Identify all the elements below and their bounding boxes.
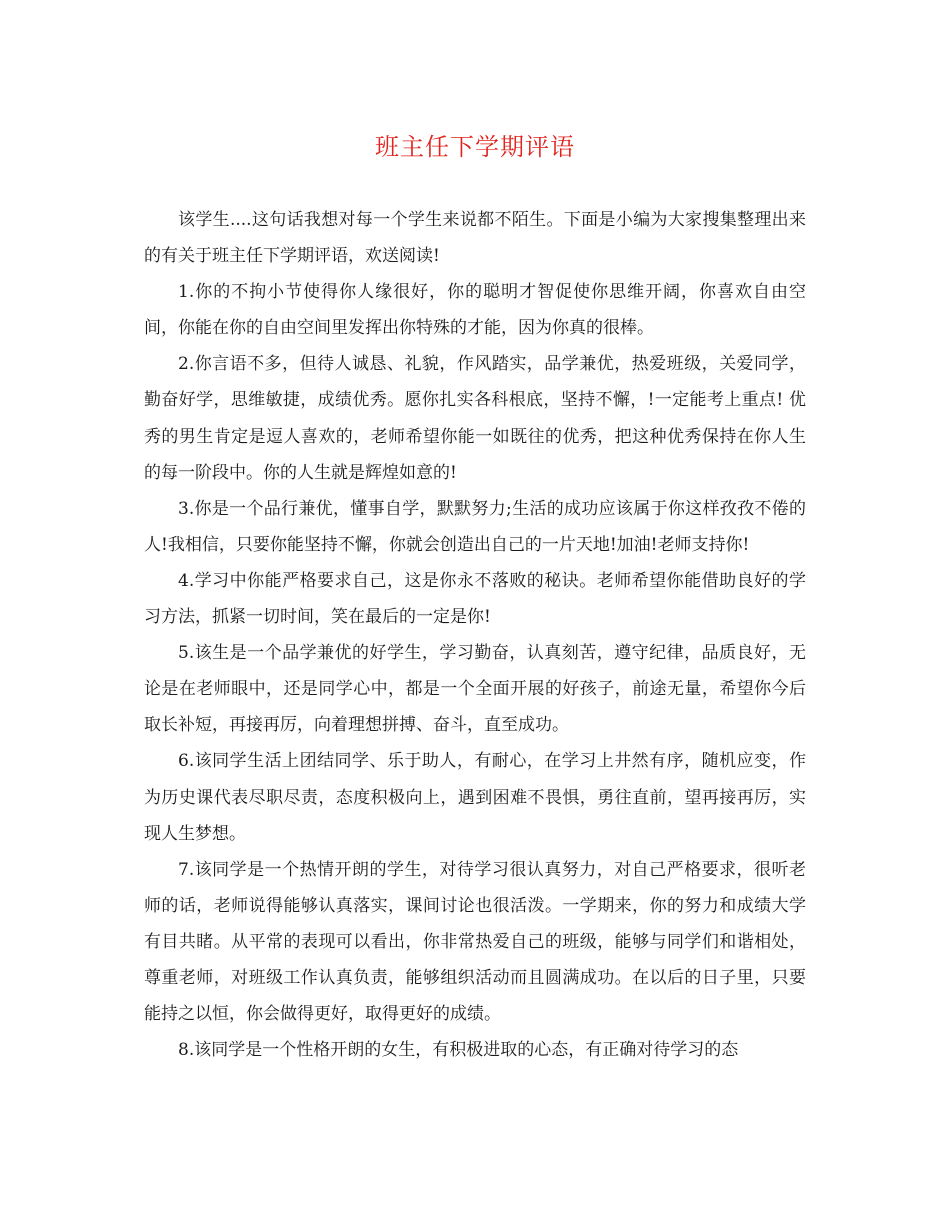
comment-paragraph-3: 3.你是一个品行兼优，懂事自学，默默努力;生活的成功应该属于你这样孜孜不倦的人!我相信，只要你能坚持不懈，你就会创造出自己的一片天地!加油!老师支持你! — [144, 498, 806, 555]
intro-paragraph: 该学生....这句话我想对每一个学生来说都不陌生。下面是小编为大家搜集整理出来的有关于班主任下学期评语，欢送阅读! — [144, 210, 806, 267]
comment-paragraph-7: 7.该同学是一个热情开朗的学生，对待学习很认真努力，对自己严格要求，很听老师的话，老师说得能够认真落实，课间讨论也很活泼。一学期来，你的努力和成绩大学有目共睹。从平常的表现可以看出，你非常热爱自己的班级，能够与同学们和谐相处，尊重老师，对班级工作认真负责，能够组织活动而且圆满成功。在以后的日子里，只要能持之以恒，你会做得更好，取得更好的成绩。 — [144, 859, 806, 1025]
comment-paragraph-4: 4.学习中你能严格要求自己，这是你永不落败的秘诀。老师希望你能借助良好的学习方法，抓紧一切时间，笑在最后的一定是你! — [144, 570, 806, 628]
comment-paragraph-1: 1.你的不拘小节使得你人缘很好，你的聪明才智促使你思维开阔，你喜欢自由空间，你能在你的自由空间里发挥出你特殊的才能，因为你真的很棒。 — [144, 282, 806, 339]
comment-paragraph-5: 5.该生是一个品学兼优的好学生，学习勤奋，认真刻苦，遵守纪律，品质良好，无论是在老师眼中，还是同学心中，都是一个全面开展的好孩子，前途无量，希望你今后取长补短，再接再厉，向着理想拼搏、奋斗，直至成功。 — [144, 643, 806, 736]
document-title: 班主任下学期评语 — [375, 133, 575, 161]
comment-paragraph-6: 6.该同学生活上团结同学、乐于助人，有耐心，在学习上井然有序，随机应变，作为历史课代表尽职尽责，态度积极向上，遇到困难不畏惧，勇往直前，望再接再厉，实现人生梦想。 — [144, 751, 806, 844]
comment-paragraph-2: 2.你言语不多，但待人诚恳、礼貌，作风踏实，品学兼优，热爱班级，关爱同学，勤奋好学，思维敏捷，成绩优秀。愿你扎实各科根底，坚持不懈，!一定能考上重点! 优秀的男生肯定是逗人喜欢的，老师希望你能一如既往的优秀，把这种优秀保持在你人生的每一阶段中。你的人生就是辉煌如意的! — [144, 354, 806, 483]
comment-paragraph-8: 8.该同学是一个性格开朗的女生，有积极进取的心态，有正确对待学习的态 — [178, 1040, 739, 1061]
document-body — [144, 202, 806, 1068]
